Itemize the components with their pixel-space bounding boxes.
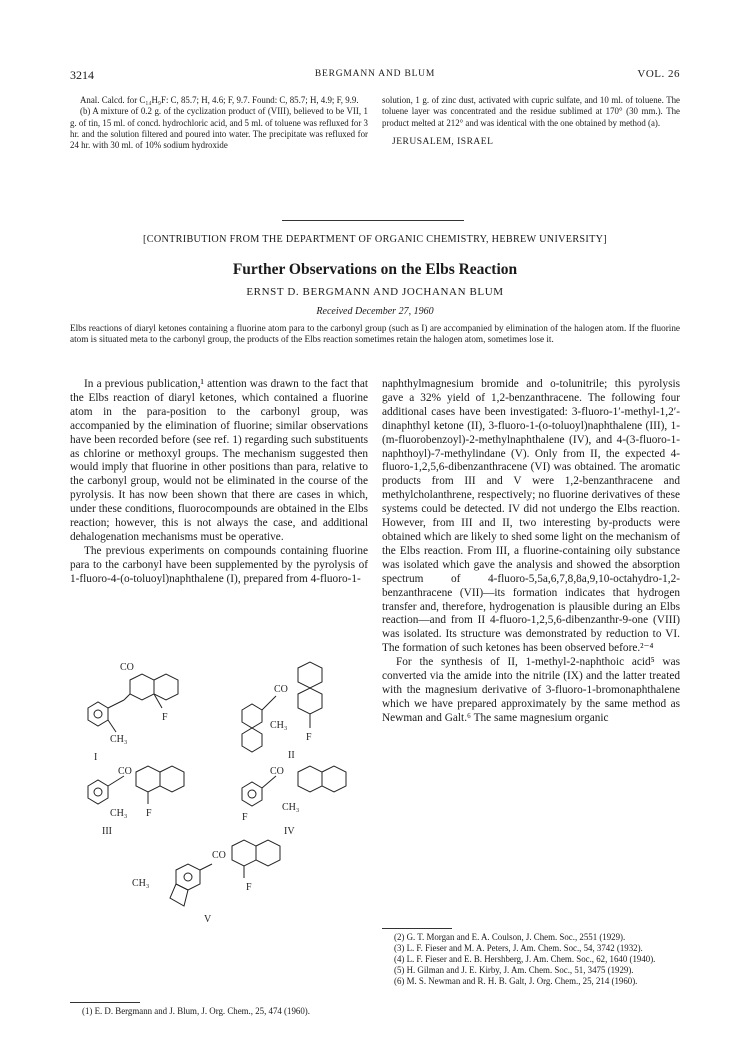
contribution-line: [CONTRIBUTION FROM THE DEPARTMENT OF ORGANIC CHEMISTRY, HEBREW UNIVERSITY]	[143, 234, 607, 245]
section-rule	[282, 220, 464, 221]
structure-IV	[242, 766, 346, 806]
running-header	[70, 68, 680, 82]
location: JERUSALEM, ISRAEL	[392, 136, 494, 147]
left-column-text	[70, 378, 368, 587]
f-label-V: F	[246, 882, 252, 893]
footnote-rule-right	[382, 928, 452, 929]
footnote-5: (5) H. Gilman and J. E. Kirby, J. Am. Chem. Soc., 51, 3475 (1929).	[394, 965, 634, 976]
footnote-3: (3) L. F. Fieser and M. A. Peters, J. Am. Chem. Soc., 54, 3742 (1932).	[394, 943, 643, 954]
right-column-text	[382, 378, 680, 726]
footnotes-right	[382, 932, 680, 987]
paragraph-experiments: The previous experiments on compounds containing fluorine para to the carbonyl have been supplemented by the pyrolysis of 1-fluoro-4-(o-toluoyl)naphthalene (I), prepared from 4-fluoro-1-	[70, 544, 368, 585]
authors: ERNST D. BERGMANN AND JOCHANAN BLUM	[246, 286, 504, 298]
structure-I	[88, 674, 178, 732]
co-label-II: CO	[274, 684, 288, 695]
footnote-2: (2) G. T. Morgan and E. A. Coulson, J. Chem. Soc., 2551 (1929).	[394, 932, 626, 942]
method-b-continued: solution, 1 g. of zinc dust, activated with cupric sulfate, and 10 ml. of toluene. The toluene layer was concentrated and the residue sublimed at 170° (30 mm.). The product melted at 212° and was identical with the one obtained by method (a).	[382, 95, 680, 128]
ch3-label-III: CH₃	[110, 808, 128, 819]
experimental-left	[70, 95, 368, 151]
ch3-label-II: CH₃	[270, 720, 288, 731]
paragraph-investigations: naphthylmagnesium bromide and o-tolunitrile; this pyrolysis gave a 32% yield of 1,2-benzanthracene. The following four additional cases have been investigated: 3-fluoro-1′-methyl-1,2′-dinaphthyl ketone (II), 3-fluoro-1-(o-toluoyl)naphthalene (III), 1-(m-fluorobenzoyl)-2-methylnaphthalene (IV), and 4-(3-fluoro-1-naphthoyl)-7-methylindane (V). Only from II, the expected 4-fluoro-1,2,5,6-dibenzanthracene (VI) was obtained. The aromatic products from III and V were 1,2-benzanthracene and methylcholanthrene, respectively; no fluorine derivatives of these systems could be detected. IV did not undergo the Elbs reaction. However, from III and II, two interesting by-products were obtained which are likely to shed some light on the mechanism of the Elbs reaction. From III, a fluorine-containing oily substance was isolated which gave the analysis and showed the absorption spectrum of 4-fluoro-5,5a,6,7,8,8a,9,10-octahydro-1,2-benzanthracene (VII)—its formation indicates that hydrogen transfer and, therefore, hydrogenation is plausible during an Elbs reaction—and from II 4-fluoro-1,2,5,6-dibenzanthr-9-one (VIII) was isolated. Its structure was demonstrated by reduction to VI. The formation of such ketones has been observed before.²⁻⁴	[382, 378, 680, 655]
label-IV: IV	[284, 826, 295, 837]
label-III: III	[102, 826, 112, 837]
label-I: I	[94, 752, 98, 763]
analysis-paragraph: Anal. Calcd. for C₁₄H₉F: C, 85.7; H, 4.6; F, 9.7. Found: C, 85.7; H, 4.9; F, 9.9.	[80, 95, 359, 105]
footnote-4: (4) L. F. Fieser and E. B. Hershberg, J. Am. Chem. Soc., 62, 1640 (1940).	[394, 954, 656, 965]
page-number: 3214	[70, 68, 94, 82]
experimental-right	[382, 95, 680, 148]
ch3-label-IV: CH₃	[282, 802, 300, 813]
f-label-III: F	[146, 808, 152, 819]
co-label-III: CO	[118, 766, 132, 777]
paragraph-intro: In a previous publication,¹ attention was drawn to the fact that the Elbs reaction of diaryl ketones, which contained a fluorine atom in the para-position to the carbonyl group, was accompanied by the elimination of fluorine; similar observations have been recorded before (see ref. 1) regarding such substituents as chlorine or methoxyl groups. The mechanism suggested then would imply that fluorine in other positions than para, relative to the carbonyl group, would not be eliminated in the course of the pyrolysis. It has now been shown that there are cases in which, under these conditions, fluorocompounds are obtained in the Elbs reaction; however, this is not always the case, and additional dehalogenation mechanisms must be operative.	[70, 378, 368, 543]
volume-label: VOL. 26	[637, 68, 680, 80]
abstract: Elbs reactions of diaryl ketones containing a fluorine atom para to the carbonyl group (such as I) are accompanied by elimination of the halogen atom. If the fluorine atom is situated meta to the carbonyl group, the products of the Elbs reaction sometimes retain the halogen atom, sometimes lose it.	[70, 323, 680, 345]
article-title: Further Observations on the Elbs Reaction	[232, 261, 518, 278]
co-label-V: CO	[212, 850, 226, 861]
f-label-I: F	[162, 712, 168, 723]
ch3-label-V: CH₃	[132, 878, 150, 889]
chemical-structures	[70, 650, 370, 960]
co-label-IV: CO	[270, 766, 284, 777]
co-label-I: CO	[120, 662, 134, 673]
f-label-II: F	[306, 732, 312, 743]
paragraph-synthesis: For the synthesis of II, 1-methyl-2-naphthoic acid⁵ was converted via the amide into the nitrile (IX) and the latter treated with the magnesium derivative of 3-fluoro-1-bromonaphthalene which we have prepared approximately by the same method as Newman and Galt.⁶ The same magnesium organic	[382, 656, 680, 724]
ch3-label-I: CH₃	[110, 734, 128, 745]
footnote-left	[70, 1006, 368, 1017]
received-date: Received December 27, 1960	[316, 306, 434, 317]
f-label-IV: F	[242, 812, 248, 823]
footnote-1: (1) E. D. Bergmann and J. Blum, J. Org. Chem., 25, 474 (1960).	[82, 1006, 310, 1016]
method-b-paragraph: (b) A mixture of 0.2 g. of the cyclization product of (VIII), believed to be VII, 1 g. of tin, 15 ml. of concd. hydrochloric acid, and 5 ml. of toluene was refluxed for 3 hr. and the solution filtered and poured into water. The precipitate was refluxed for 24 hr. with 30 ml. of 10% sodium hydroxide	[70, 106, 368, 151]
footnote-6: (6) M. S. Newman and R. H. B. Galt, J. Org. Chem., 25, 214 (1960).	[394, 976, 638, 987]
structure-III	[88, 766, 184, 804]
running-head-title: BERGMANN AND BLUM	[314, 69, 436, 79]
footnote-rule-left	[70, 1002, 140, 1003]
label-V: V	[204, 914, 212, 925]
label-II: II	[288, 750, 295, 761]
